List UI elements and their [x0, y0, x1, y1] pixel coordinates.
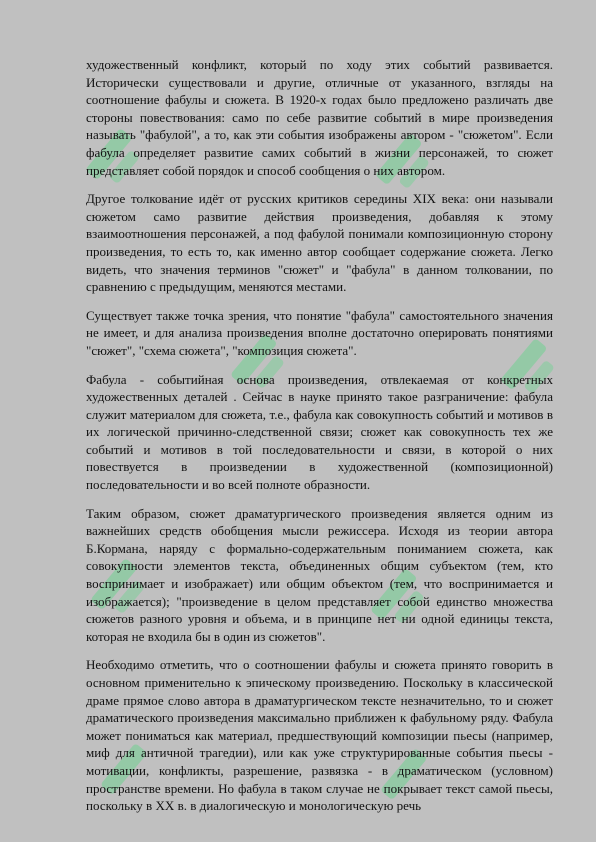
- paragraph: Фабула - событийная основа произведения, отвлекаемая от конкретных художественных деталей . Сейчас в науке принято такое разграничение: фабула служит материалом для сюжета, т.е., фабула как совокупность событий и мотивов в их логической причинно-следственной связи; сюжет как совокупность тех же событий и мотивов в той последовательности и связи, в которой о них повествуется в произведении в художественной (композиционной) последовательности и во всей полноте образности.: [86, 371, 553, 493]
- paragraph: Другое толкование идёт от русских критиков середины XIX века: они называли сюжетом само развитие действия произведения, добавляя к этому взаимоотношения персонажей, а под фабулой понимали композиционную сторону произведения, то есть то, как именно автор сообщает содержание сюжета. Легко видеть, что значения терминов "сюжет" и "фабула" в данном толковании, по сравнению с предыдущим, меняются местами.: [86, 191, 553, 295]
- paragraph: Таким образом, сюжет драматургического произведения является одним из важнейших средств обобщения мысли режиссера. Исходя из теории автора Б.Кормана, наряду с формально-содержательным пониманием сюжета, как совокупности элементов текста, объединенных общим субъектом (тем, кто воспринимает и изображает) или общим объектом (тем, что воспринимается и изображается); "произведение в целом представляет собой единство множества сюжетов разного уровня и объема, и в принципе нет ни одной единицы текста, которая не входила бы в один из сюжетов".: [86, 505, 553, 644]
- paragraph: Необходимо отметить, что о соотношении фабулы и сюжета принято говорить в основном применительно к эпическому произведению. Поскольку в классической драме прямое слово автора в драматургическом тексте незначительно, то и сюжет драматического произведения максимально приближен к фабульному ряду. Фабула может пониматься как материал, предшествующий композиции пьесы (например, миф для античной трагедии), или как уже структурированные события пьесы - мотивации, конфликты, разрешение, развязка - в драматическом (условном) пространстве времени. Но фабула в таком случае не покрывает текст самой пьесы, поскольку в XX в. в диалогическую и монологическую речь: [86, 657, 553, 814]
- document-body: [86, 56, 553, 826]
- paragraph: Существует также точка зрения, что понятие "фабула" самостоятельного значения не имеет, и для анализа произведения вполне достаточно оперировать понятиями "сюжет", "схема сюжета", "композиция сюжета".: [86, 307, 553, 358]
- paragraph: художественный конфликт, который по ходу этих событий развивается. Исторически существовали и другие, отличные от указанного, взгляды на соотношение фабулы и сюжета. В 1920-х годах было предложено различать две стороны повествования: само по себе развитие событий в мире произведения называть "фабулой", а то, как эти события изображены автором - "сюжетом". Если фабула определяет развитие самих событий в жизни персонажей, то сюжет представляет собой порядок и способ сообщения о них автором.: [86, 57, 553, 178]
